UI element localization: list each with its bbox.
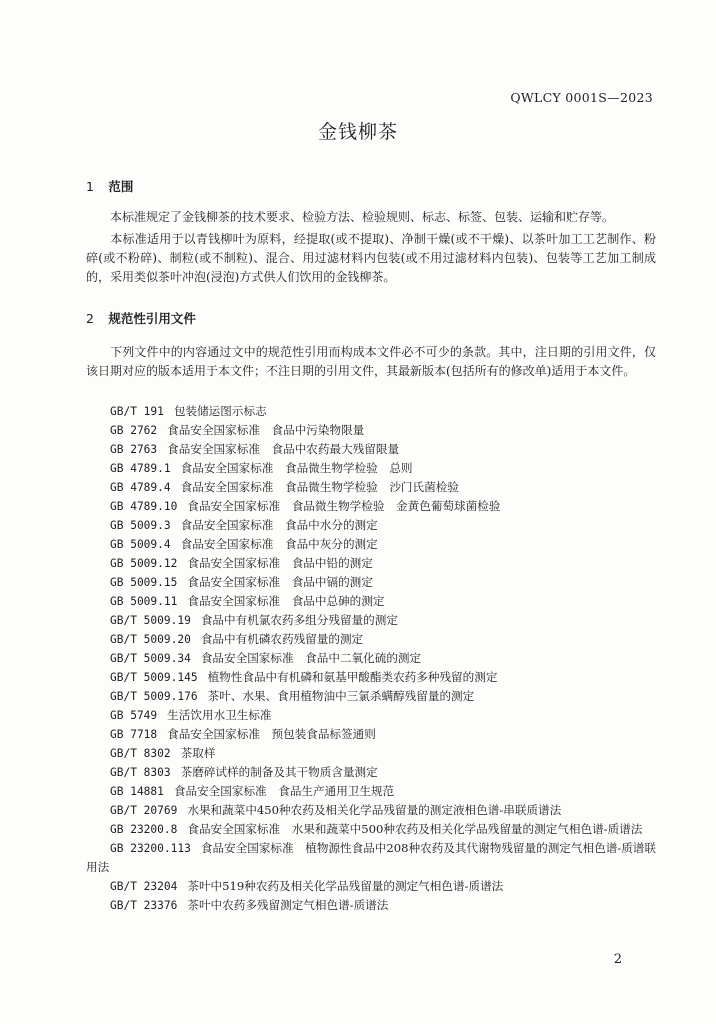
reference-item: GB 5749 生活饮用水卫生标准	[110, 708, 272, 722]
reference-item: GB/T 5009.20 食品中有机磷农药残留量的测定	[110, 632, 364, 646]
references-intro-paragraph: 下列文件中的内容通过文中的规范性引用而构成本文件必不可少的条款。其中，注日期的引用文件，仅该日期对应的版本适用于本文件；不注日期的引用文件，其最新版本(包括所有的修改单)适用于本文件。	[86, 345, 656, 378]
reference-item: GB/T 8302 茶取样	[110, 746, 216, 760]
reference-item: GB 4789.10 食品安全国家标准 食品微生物学检验 金黄色葡萄球菌检验	[110, 499, 501, 513]
normative-references-list	[86, 402, 656, 915]
reference-item: GB 5009.15 食品安全国家标准 食品中镉的测定	[110, 575, 373, 589]
reference-item: GB 5009.12 食品安全国家标准 食品中铅的测定	[110, 556, 373, 570]
reference-item: GB/T 23376 茶叶中农药多残留测定气相色谱-质谱法	[110, 898, 389, 912]
reference-item: GB/T 20769 水果和蔬菜中450种农药及相关化学品残留量的测定液相色谱-串联质谱法	[110, 803, 562, 817]
document-code: QWLCY 0001S—2023	[510, 90, 653, 105]
reference-item: GB 23200.113 食品安全国家标准 植物源性食品中208种农药及其代谢物残留量的测定气相色谱-质谱联用法	[86, 841, 656, 874]
reference-item: GB 14881 食品安全国家标准 食品生产通用卫生规范	[110, 784, 395, 798]
scope-paragraph-2: 本标准适用于以青钱柳叶为原料，经提取(或不提取)、净制干燥(或不干燥)、以茶叶加工工艺制作、粉碎(或不粉碎)、制粒(或不制粒)、混合、用过滤材料内包装(或不用过滤材料内包装)、包装等工艺加工制成的，采用类似茶叶冲泡(浸泡)方式供人们饮用的金钱柳茶。	[86, 232, 656, 284]
reference-item: GB/T 5009.145 植物性食品中有机磷和氨基甲酸酯类农药多种残留的测定	[110, 670, 498, 684]
reference-item: GB/T 5009.34 食品安全国家标准 食品中二氧化硫的测定	[110, 651, 422, 665]
reference-item: GB 23200.8 食品安全国家标准 水果和蔬菜中500种农药及相关化学品残留量的测定气相色谱-质谱法	[110, 822, 643, 836]
reference-item: GB/T 5009.19 食品中有机氯农药多组分残留量的测定	[110, 613, 398, 627]
scope-paragraph-1: 本标准规定了金钱柳茶的技术要求、检验方法、检验规则、标志、标签、包装、运输和贮存等。	[110, 210, 615, 224]
reference-item: GB 5009.4 食品安全国家标准 食品中灰分的测定	[110, 537, 378, 551]
reference-item: GB 2763 食品安全国家标准 食品中农药最大残留限量	[110, 442, 400, 456]
reference-item: GB/T 23204 茶叶中519种农药及相关化学品残留量的测定气相色谱-质谱法	[110, 879, 504, 893]
reference-item: GB 4789.1 食品安全国家标准 食品微生物学检验 总则	[110, 461, 413, 475]
reference-item: GB 7718 食品安全国家标准 预包装食品标签通则	[110, 727, 376, 741]
section-title: 范围	[108, 179, 134, 194]
reference-item: GB 4789.4 食品安全国家标准 食品微生物学检验 沙门氏菌检验	[110, 480, 459, 494]
reference-item: GB 2762 食品安全国家标准 食品中污染物限量	[110, 423, 365, 437]
reference-item: GB 5009.3 食品安全国家标准 食品中水分的测定	[110, 518, 378, 532]
document-title: 金钱柳茶	[317, 121, 398, 143]
reference-item: GB 5009.11 食品安全国家标准 食品中总砷的测定	[110, 594, 385, 608]
section-number: 1	[86, 179, 94, 194]
section-number: 2	[86, 311, 94, 326]
section-2-heading	[86, 309, 196, 327]
section-1-heading	[86, 177, 133, 195]
reference-item: GB/T 8303 茶磨碎试样的制备及其干物质含量测定	[110, 765, 378, 779]
reference-item: GB/T 191 包装储运图示标志	[110, 404, 267, 418]
reference-item: GB/T 5009.176 茶叶、水果、食用植物油中三氯杀螨醇残留量的测定	[110, 689, 475, 703]
page-number: 2	[613, 952, 622, 967]
section-title: 规范性引用文件	[108, 311, 196, 326]
